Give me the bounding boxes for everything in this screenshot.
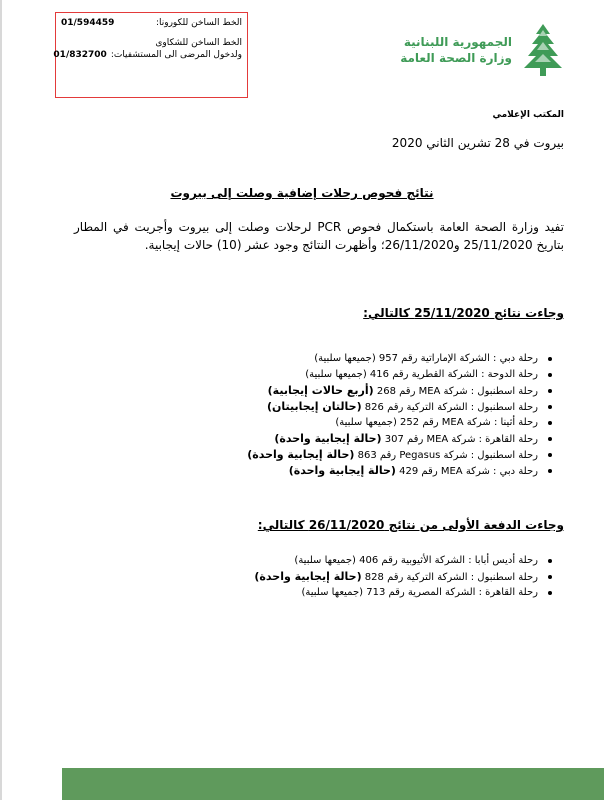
- flight-result: (حالتان إيجابيتان): [266, 400, 362, 413]
- letter-title: نتائج فحوص رحلات إضافية وصلت إلى بيروت: [170, 186, 434, 200]
- bullet-icon: [548, 405, 552, 409]
- list-item: [247, 367, 552, 383]
- hotline-complaints-label: الخط الساخن للشكاوى: [155, 38, 242, 48]
- flight-text: رحلة أديس أبابا : الشركة الأثيوبية رقم 406: [359, 555, 538, 566]
- bullet-icon: [548, 357, 552, 361]
- list-item: [247, 399, 552, 415]
- hotline-complaints-row: [61, 37, 242, 49]
- flight-result: (جميعها سلبية): [301, 587, 364, 598]
- flight-text: رحلة اسطنبول : الشركة التركية رقم 826: [364, 402, 538, 413]
- bullet-icon: [548, 437, 552, 441]
- bullet-icon: [548, 591, 552, 595]
- ministry-logo: [388, 22, 568, 78]
- list-item: [254, 553, 552, 569]
- letter-date: بيروت في 28 تشرين الثاني 2020: [391, 136, 564, 150]
- flight-result: (أربع حالات إيجابية): [267, 384, 374, 397]
- flight-result: (جميعها سلبية): [314, 353, 376, 364]
- hotline-box: [55, 12, 248, 98]
- flight-result: (حالة إيجابية واحدة): [288, 464, 396, 477]
- flight-text: رحلة دبي : الشركة الإماراتية رقم 957: [378, 353, 538, 364]
- list-item: [247, 463, 552, 479]
- flight-text: رحلة اسطنبول : شركة Pegasus رقم 863: [357, 450, 538, 461]
- flight-text: رحلة اسطنبول : الشركة التركية رقم 828: [364, 572, 538, 583]
- list-item: [247, 415, 552, 431]
- letter-paragraph: تفيد وزارة الصحة العامة باستكمال فحوص PCR لرحلات وصلت إلى بيروت وأجريت في المطار بتاريخ 25/11/2020 و26/11/2020؛ وأظهرت النتائج وجود عشر (10) حالات إيجابية.: [74, 220, 564, 252]
- logo-line-2: وزارة الصحة العامة: [400, 51, 512, 65]
- flight-text: رحلة أثينا : شركة MEA رقم 252: [400, 417, 538, 428]
- cedar-tree-icon: [518, 22, 568, 78]
- logo-line-1: الجمهورية اللبنانية: [403, 35, 512, 49]
- section1-heading: وجاءت نتائج 25/11/2020 كالتالي:: [363, 306, 564, 320]
- list-item: [247, 383, 552, 399]
- bullet-icon: [548, 373, 552, 377]
- list-item: [254, 569, 552, 585]
- page-edge: [0, 0, 2, 800]
- hotline-hospitals-row: [53, 49, 242, 61]
- flight-result: (جميعها سلبية): [335, 417, 397, 428]
- section2-heading: وجاءت الدفعة الأولى من نتائج 26/11/2020 كالتالي:: [257, 518, 564, 532]
- flight-result: (جميعها سلبية): [294, 555, 356, 566]
- list-item: [247, 447, 552, 463]
- flight-text: رحلة القاهرة : شركة MEA رقم 307: [384, 434, 538, 445]
- list-item: [247, 351, 552, 367]
- flight-result: (جميعها سلبية): [305, 369, 367, 380]
- flight-text: رحلة اسطنبول : شركة MEA رقم 268: [376, 386, 538, 397]
- bullet-icon: [548, 469, 552, 473]
- flight-result: (حالة إيجابية واحدة): [247, 448, 355, 461]
- bullet-icon: [548, 575, 552, 579]
- flight-text: رحلة القاهرة : الشركة المصرية رقم 713: [366, 587, 538, 598]
- section2-flight-list: [254, 553, 552, 601]
- hotline-hospitals-number: 01/832700: [53, 50, 107, 60]
- list-item: [254, 585, 552, 601]
- bullet-icon: [548, 559, 552, 563]
- bullet-icon: [548, 421, 552, 425]
- hotline-corona-number: 01/594459: [61, 18, 115, 28]
- footer-band: [62, 768, 604, 800]
- hotline-corona-row: [61, 17, 242, 29]
- list-item: [247, 431, 552, 447]
- hotline-hospitals-label: ولدخول المرضى الى المستشفيات:: [110, 50, 242, 60]
- flight-result: (حالة إيجابية واحدة): [254, 570, 362, 583]
- bullet-icon: [548, 453, 552, 457]
- section1-flight-list: [247, 351, 552, 479]
- hotline-corona-label: الخط الساخن للكورونا:: [155, 18, 242, 28]
- bullet-icon: [548, 389, 552, 393]
- flight-result: (حالة إيجابية واحدة): [274, 432, 382, 445]
- department-label: المكتب الإعلامي: [492, 110, 564, 120]
- flight-text: رحلة دبي : شركة MEA رقم 429: [399, 466, 538, 477]
- flight-text: رحلة الدوحة : الشركة القطرية رقم 416: [369, 369, 538, 380]
